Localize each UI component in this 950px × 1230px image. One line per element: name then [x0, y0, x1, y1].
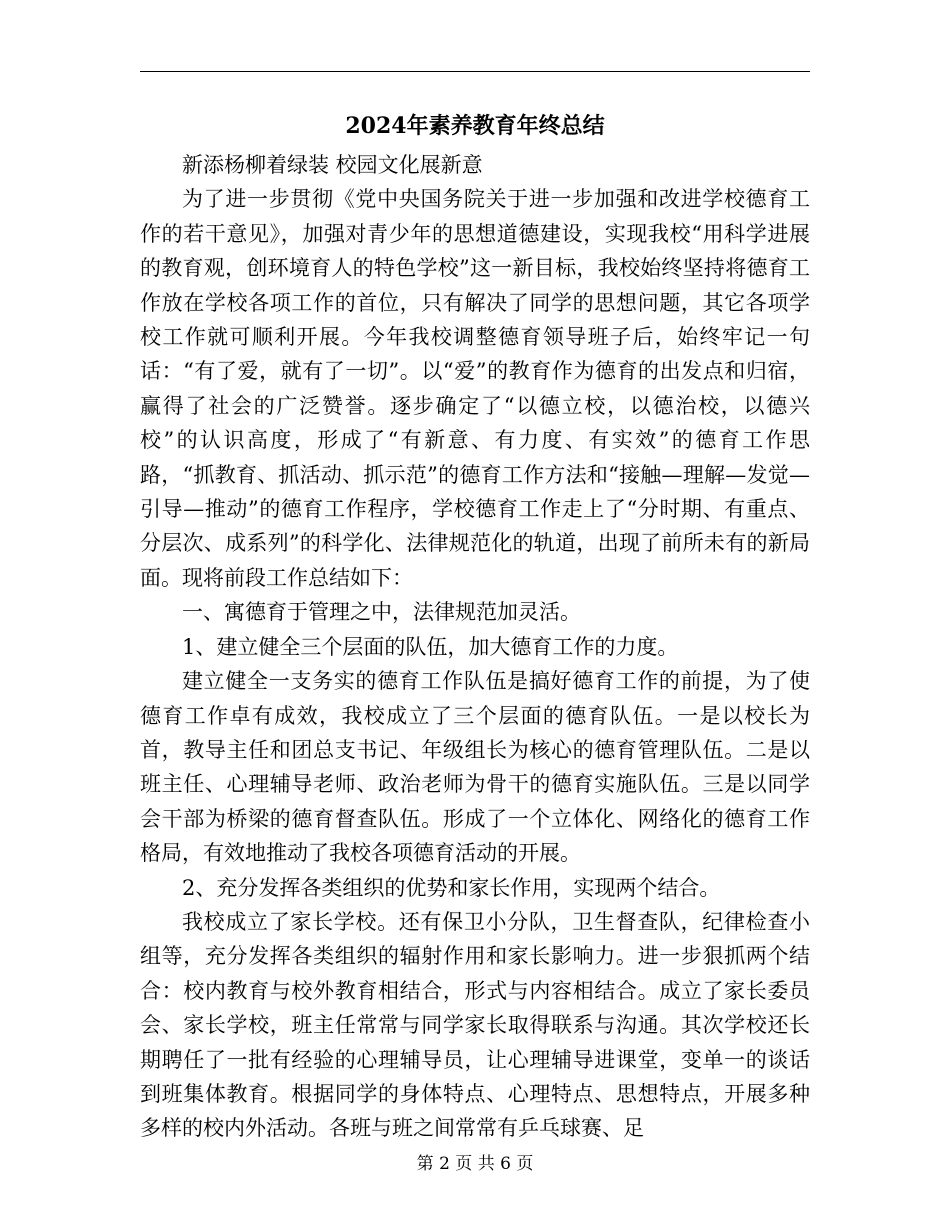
intro-paragraph: 为了进一步贯彻《党中央国务院关于进一步加强和改进学校德育工作的若干意见》，加强对青少年的思想道德建设，实现我校“用科学进展的教育观，创环境育人的特色学校”这一新目标，我校始终坚持将德育工作放在学校各项工作的首位，只有解决了同学的思想问题，其它各项学校工作就可顺利开展。今年我校调整德育领导班子后，始终牢记一句话：“有了爱，就有了一切”。以“爱”的教育作为德育的出发点和归宿，赢得了社会的广泛赞誉。逐步确定了“以德立校，以德治校，以德兴校”的认识高度，形成了“有新意、有力度、有实效”的德育工作思路，“抓教育、抓活动、抓示范”的德育工作方法和“接触—理解—发觉—引导—推动”的德育工作程序，学校德育工作走上了“分时期、有重点、分层次、成系列”的科学化、法律规范化的轨道，出现了前所未有的新局面。现将前段工作总结如下：	[140, 187, 810, 590]
document-body	[140, 148, 810, 1146]
subsection-heading-2: 2、充分发挥各类组织的优势和家长作用，实现两个结合。	[182, 875, 721, 900]
subsection-heading-1: 1、建立健全三个层面的队伍，加大德育工作的力度。	[182, 634, 679, 659]
section-heading-1: 一、寓德育于管理之中，法律规范加灵活。	[182, 600, 581, 625]
body-paragraph: 建立健全一支务实的德育工作队伍是搞好德育工作的前提，为了使德育工作卓有成效，我校成立了三个层面的德育队伍。一是以校长为首，教导主任和团总支书记、年级组长为核心的德育管理队伍。二是以班主任、心理辅导老师、政治老师为骨干的德育实施队伍。三是以同学会干部为桥梁的德育督查队伍。形成了一个立体化、网络化的德育工作格局，有效地推动了我校各项德育活动的开展。	[140, 669, 810, 866]
document-title: 2024年素养教育年终总结	[345, 113, 605, 139]
header-rule	[140, 71, 810, 72]
page-indicator: 第 2 页 共 6 页	[416, 1154, 534, 1174]
subtitle-paragraph: 新添杨柳着绿装 校园文化展新意	[182, 153, 483, 177]
body-paragraph: 我校成立了家长学校。还有保卫小分队，卫生督查队，纪律检查小组等，充分发挥各类组织的辐射作用和家长影响力。进一步狠抓两个结合：校内教育与校外教育相结合，形式与内容相结合。成立了家长委员会、家长学校，班主任常常与同学家长取得联系与沟通。其次学校还长期聘任了一批有经验的心理辅导员，让心理辅导进课堂，变单一的谈话到班集体教育。根据同学的身体特点、心理特点、思想特点，开展多种多样的校内外活动。各班与班之间常常有乒乓球赛、足	[140, 909, 810, 1141]
